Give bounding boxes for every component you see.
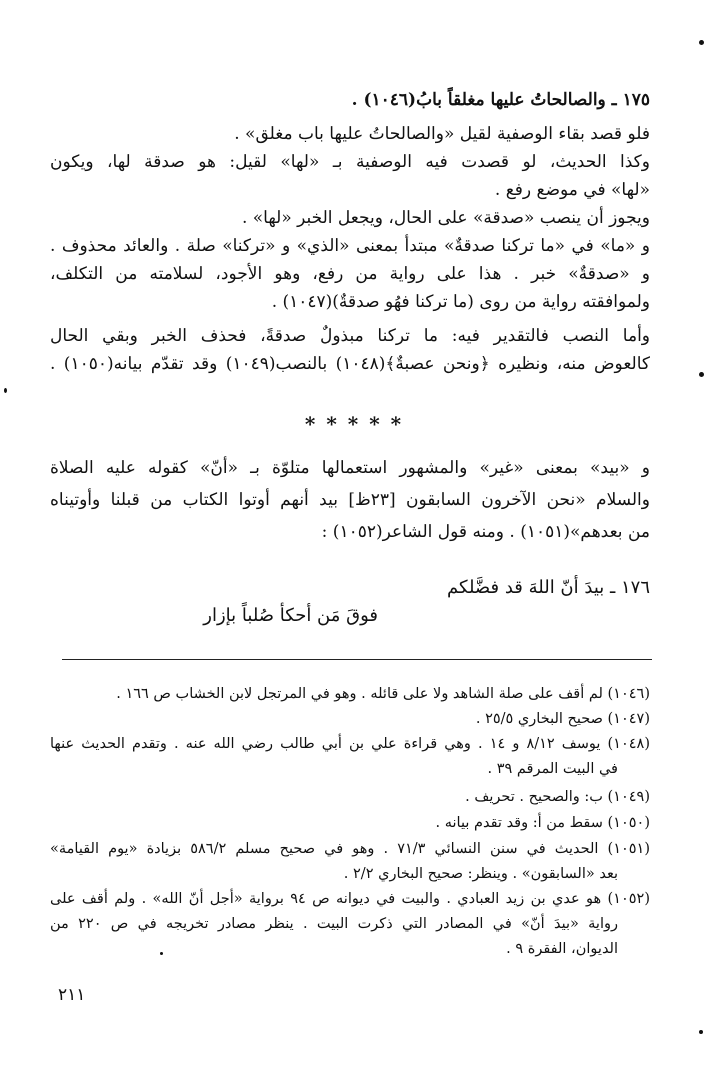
scan-speck xyxy=(160,952,163,955)
verse-176-second-hemistich: فوقَ مَن أحكأ صُلباً بإزار xyxy=(203,605,378,626)
paragraph-line: كالعوض منه، ونظيره ﴿ونحن عصبةٌ﴾(١٠٤٨) بالنصب(١٠٤٩) وقد تقدّم بيانه(١٠٥٠) . xyxy=(50,354,650,374)
footnote-1050: (١٠٥٠) سقط من أ: وقد تقدم بيانه . xyxy=(435,815,650,831)
page-number: ٢١١ xyxy=(58,985,86,1005)
verse-175: ١٧٥ ـ والصالحاتُ عليها مغلقاً بابُ(١٠٤٦) . xyxy=(351,90,650,110)
footnote-1051-continuation: بعد «السابقون» . وينظر: صحيح البخاري ٢/٢ . xyxy=(343,866,618,882)
section-separator: * * * * * xyxy=(304,412,404,436)
scan-speck xyxy=(699,40,704,45)
footnote-1047: (١٠٤٧) صحيح البخاري ٢٥/٥ . xyxy=(475,711,650,727)
footnote-1048-continuation: في البيت المرقم ٣٩ . xyxy=(487,761,618,777)
footnote-divider xyxy=(62,659,652,660)
footnote-1051: (١٠٥١) الحديث في سنن النسائي ٧١/٣ . وهو في صحيح مسلم ٥٨٦/٢ بزيادة «يوم القيامة» xyxy=(50,841,650,857)
footnote-1046: (١٠٤٦) لم أقف على صلة الشاهد ولا على قائله . وهو في المرتجل لابن الخشاب ص ١٦٦ . xyxy=(116,686,650,702)
scan-speck xyxy=(699,372,704,377)
paragraph-line: وأما النصب فالتقدير فيه: ما تركنا مبذولٌ صدقةً، فحذف الخبر وبقي الحال xyxy=(50,326,650,346)
footnote-1049: (١٠٤٩) ب: والصحيح . تحريف . xyxy=(465,789,650,805)
paragraph-line: ولموافقته رواية من روى (ما تركنا فهُو صدقةٌ)(١٠٤٧) . xyxy=(271,292,650,312)
verse-176-first-hemistich: ١٧٦ ـ بيدَ أنّ اللهَ قد فضَّلكم xyxy=(447,577,650,598)
paragraph-line: ويجوز أن ينصب «صدقة» على الحال، ويجعل الخبر «لها» . xyxy=(241,208,650,228)
footnote-1052-continuation: رواية «بيدَ أنّ» في المصادر التي ذكرت البيت . ينظر مصادر تخريجه في ص ٢٢٠ من xyxy=(50,916,618,932)
paragraph-line: و «صدقةٌ» خبر . هذا على رواية من رفع، وهو الأجود، لسلامته من التكلف، xyxy=(50,264,650,284)
paragraph-line: من بعدهم»(١٠٥١) . ومنه قول الشاعر(١٠٥٢) : xyxy=(321,522,650,542)
paragraph-line: «لها» في موضع رفع . xyxy=(494,180,650,200)
paragraph-line: و «بيد» بمعنى «غير» والمشهور استعمالها متلوّة بـ «أنّ» كقوله عليه الصلاة xyxy=(50,458,650,478)
paragraph-line: و «ما» في «ما تركنا صدقةٌ» مبتدأ بمعنى «الذي» و «تركنا» صلة . والعائد محذوف . xyxy=(50,236,650,256)
footnote-1048: (١٠٤٨) يوسف ٨/١٢ و ١٤ . وهي قراءة علي بن أبي طالب رضي الله عنه . وتقدم الحديث عنها xyxy=(50,736,650,752)
footnote-1052-continuation: الديوان، الفقرة ٩ . xyxy=(506,941,618,957)
paragraph-line: وكذا الحديث، لو قصدت فيه الوصفية بـ «لها» لقيل: هو صدقة لها، ويكون xyxy=(50,152,650,172)
scan-speck xyxy=(4,388,7,393)
paragraph-line: فلو قصد بقاء الوصفية لقيل «والصالحاتُ عليها باب مغلق» . xyxy=(234,124,650,144)
footnote-1052: (١٠٥٢) هو عدي بن زيد العبادي . والبيت في ديوانه ص ٩٤ برواية «أجل أنّ الله» . ولم أقف على xyxy=(50,891,650,907)
paragraph-line: والسلام «نحن الآخرون السابقون [٢٣ظ] بيد أنهم أوتوا الكتاب من قبلنا وأوتيناه xyxy=(50,490,650,510)
scan-speck xyxy=(699,1030,703,1034)
